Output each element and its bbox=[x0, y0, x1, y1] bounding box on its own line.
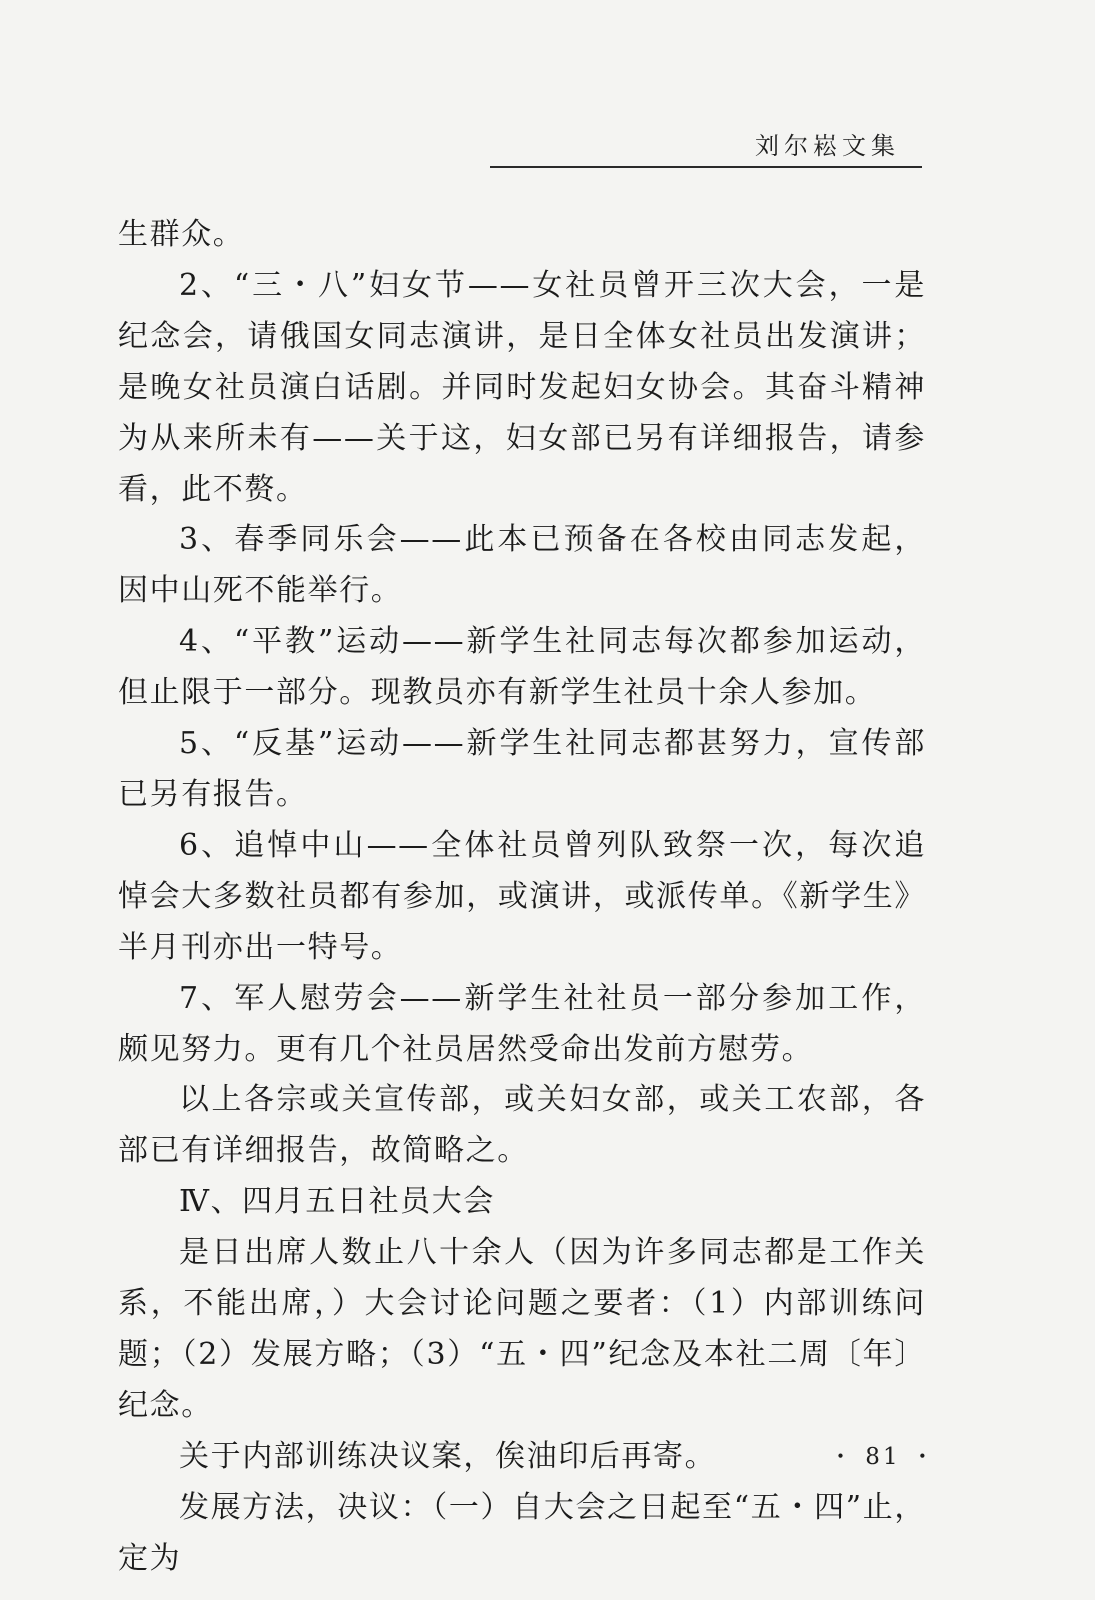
paragraph-training-resolution: 关于内部训练决议案，俟油印后再寄。 bbox=[179, 1438, 717, 1474]
paragraph-spring-gathering: 3、春季同乐会——此本已预备在各校由同志发起，因中山死不能举行。 bbox=[118, 522, 926, 609]
page-number: ・ 81 ・ bbox=[829, 1444, 937, 1470]
body-text bbox=[118, 210, 926, 1584]
paragraph-summary: 以上各宗或关宣传部，或关妇女部，或关工农部，各部已有详细报告，故简略之。 bbox=[118, 1082, 926, 1169]
paragraph-meeting: 是日出席人数止八十余人（因为许多同志都是工作关系，不能出席，）大会讨论问题之要者：（1）内部训练问题；（2）发展方略；（3）“五・四”纪念及本社二周〔年〕纪念。 bbox=[118, 1235, 926, 1423]
running-title: 刘尔崧文集 bbox=[755, 132, 900, 160]
paragraph-womens-day: 2、“三・八”妇女节——女社员曾开三次大会，一是纪念会，请俄国女同志演讲，是日全体女社员出发演讲；是晚女社员演白话剧。并同时发起妇女协会。其奋斗精神为从来所未有——关于这，妇女部已另有详细报告，请参看，此不赘。 bbox=[118, 267, 926, 507]
running-header bbox=[490, 124, 922, 168]
paragraph-memorial: 6、追悼中山——全体社员曾列队致祭一次，每次追悼会大多数社员都有参加，或演讲，或派传单。《新学生》半月刊亦出一特号。 bbox=[118, 827, 926, 965]
paragraph-continuation: 生群众。 bbox=[118, 217, 245, 252]
paragraph-mass-education: 4、“平教”运动——新学生社同志每次都参加运动，但止限于一部分。现教员亦有新学生社员十余人参加。 bbox=[118, 624, 926, 711]
paragraph-anti-christian: 5、“反基”运动——新学生社同志都甚努力，宣传部已另有报告。 bbox=[118, 726, 926, 812]
paragraph-development: 发展方法，决议：（一）自大会之日起至“五・四”止，定为 bbox=[118, 1489, 926, 1576]
paragraph-soldier-comfort: 7、军人慰劳会——新学生社社员一部分参加工作，颇见努力。更有几个社员居然受命出发前方慰劳。 bbox=[118, 980, 926, 1067]
section-heading: Ⅳ、四月五日社员大会 bbox=[179, 1184, 495, 1220]
